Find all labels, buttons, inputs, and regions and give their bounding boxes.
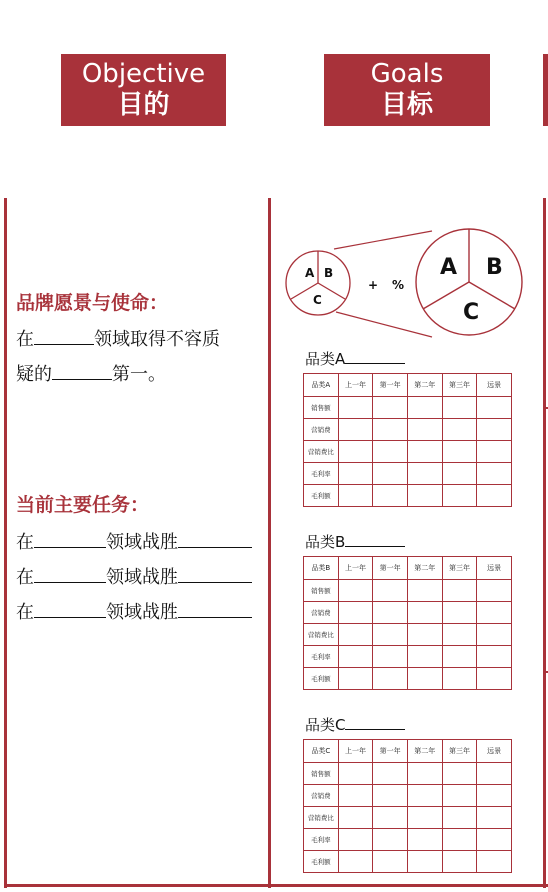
task-blank-field[interactable]	[34, 529, 106, 548]
input-cell[interactable]	[442, 441, 477, 463]
task-title: 当前主要任务：	[16, 494, 150, 516]
table-header-row	[304, 740, 512, 763]
input-cell[interactable]	[373, 785, 408, 807]
row-label: 营销费比	[304, 807, 339, 829]
task-row-pre: 在	[16, 567, 34, 588]
input-cell[interactable]	[373, 463, 408, 485]
input-cell[interactable]	[373, 624, 408, 646]
task-row-3	[16, 598, 252, 624]
header-cell: 第二年	[407, 740, 442, 763]
input-cell[interactable]	[442, 602, 477, 624]
input-cell[interactable]	[477, 668, 512, 690]
input-cell[interactable]	[442, 463, 477, 485]
input-cell[interactable]	[338, 485, 373, 507]
next-column-header-edge	[543, 54, 548, 126]
input-cell[interactable]	[477, 624, 512, 646]
category-a-label	[305, 348, 405, 369]
row-label: 营销费比	[304, 441, 339, 463]
category-b-blank[interactable]	[345, 532, 405, 547]
input-cell[interactable]	[477, 807, 512, 829]
connector-line-bottom	[336, 312, 432, 337]
vision-line1-post: 领域取得不容质	[94, 329, 220, 350]
task-blank-rival[interactable]	[178, 599, 252, 618]
row-label: 毛利额	[304, 485, 339, 507]
vision-blank-1[interactable]	[34, 326, 94, 345]
task-row-2	[16, 563, 252, 589]
input-cell[interactable]	[477, 602, 512, 624]
category-b-name: 品类B	[305, 533, 346, 551]
input-cell[interactable]	[442, 646, 477, 668]
task-row-mid: 领域战胜	[106, 532, 178, 553]
category-c-label	[305, 714, 405, 735]
task-blank-rival[interactable]	[178, 529, 252, 548]
header-cell: 第一年	[373, 557, 408, 580]
task-row-1	[16, 528, 252, 554]
category-c-blank[interactable]	[345, 715, 405, 730]
table-row	[304, 580, 512, 602]
header-cell: 第三年	[442, 557, 477, 580]
input-cell[interactable]	[373, 646, 408, 668]
goals-header-cn: 目标	[380, 90, 433, 120]
input-cell[interactable]	[442, 668, 477, 690]
vision-line-1	[16, 325, 220, 351]
row-label: 营销费比	[304, 624, 339, 646]
category-b-table	[303, 556, 512, 690]
table-row	[304, 463, 512, 485]
bottom-border	[4, 884, 548, 887]
task-blank-field[interactable]	[34, 564, 106, 583]
goals-header	[324, 54, 490, 126]
input-cell[interactable]	[407, 580, 442, 602]
input-cell[interactable]	[338, 580, 373, 602]
task-row-pre: 在	[16, 532, 34, 553]
input-cell[interactable]	[373, 485, 408, 507]
header-cell: 远景	[477, 374, 512, 397]
input-cell[interactable]	[338, 602, 373, 624]
objective-header	[61, 54, 226, 126]
input-cell[interactable]	[477, 485, 512, 507]
input-cell[interactable]	[407, 646, 442, 668]
input-cell[interactable]	[442, 763, 477, 785]
input-cell[interactable]	[338, 646, 373, 668]
input-cell[interactable]	[442, 580, 477, 602]
category-b-label	[305, 531, 405, 552]
input-cell[interactable]	[477, 441, 512, 463]
input-cell[interactable]	[442, 485, 477, 507]
input-cell[interactable]	[407, 602, 442, 624]
input-cell[interactable]	[477, 419, 512, 441]
row-label: 毛利额	[304, 851, 339, 873]
input-cell[interactable]	[442, 419, 477, 441]
header-cell: 品类C	[304, 740, 339, 763]
input-cell[interactable]	[477, 829, 512, 851]
input-cell[interactable]	[407, 397, 442, 419]
header-cell: 上一年	[338, 374, 373, 397]
input-cell[interactable]	[373, 851, 408, 873]
objective-header-en: Objective	[81, 59, 206, 89]
input-cell[interactable]	[407, 829, 442, 851]
header-cell: 第一年	[373, 374, 408, 397]
input-cell[interactable]	[407, 763, 442, 785]
input-cell[interactable]	[477, 580, 512, 602]
input-cell[interactable]	[442, 624, 477, 646]
header-cell: 远景	[477, 740, 512, 763]
input-cell[interactable]	[407, 485, 442, 507]
input-cell[interactable]	[442, 829, 477, 851]
goals-header-en: Goals	[370, 59, 444, 89]
header-cell: 上一年	[338, 557, 373, 580]
task-row-mid: 领域战胜	[106, 602, 178, 623]
input-cell[interactable]	[373, 580, 408, 602]
input-cell[interactable]	[477, 463, 512, 485]
row-label: 毛利额	[304, 668, 339, 690]
table-header-row	[304, 557, 512, 580]
input-cell[interactable]	[373, 668, 408, 690]
task-row-pre: 在	[16, 602, 34, 623]
input-cell[interactable]	[338, 851, 373, 873]
small-pie-label-b: B	[324, 266, 334, 280]
input-cell[interactable]	[442, 807, 477, 829]
input-cell[interactable]	[407, 668, 442, 690]
table-row	[304, 763, 512, 785]
input-cell[interactable]	[338, 624, 373, 646]
input-cell[interactable]	[442, 785, 477, 807]
header-cell: 第三年	[442, 374, 477, 397]
input-cell[interactable]	[407, 851, 442, 873]
table-row	[304, 624, 512, 646]
objective-header-cn: 目的	[117, 90, 170, 120]
input-cell[interactable]	[477, 646, 512, 668]
input-cell[interactable]	[338, 463, 373, 485]
header-cell: 第二年	[407, 374, 442, 397]
table-row	[304, 851, 512, 873]
input-cell[interactable]	[477, 763, 512, 785]
row-label: 营销费	[304, 785, 339, 807]
input-cell[interactable]	[373, 419, 408, 441]
table-row	[304, 829, 512, 851]
row-label: 毛利率	[304, 646, 339, 668]
input-cell[interactable]	[407, 441, 442, 463]
table-header-row	[304, 374, 512, 397]
input-cell[interactable]	[338, 785, 373, 807]
vision-title: 品牌愿景与使命：	[16, 292, 169, 314]
category-c-name: 品类C	[305, 716, 346, 734]
category-a-table	[303, 373, 512, 507]
input-cell[interactable]	[338, 397, 373, 419]
input-cell[interactable]	[338, 441, 373, 463]
input-cell[interactable]	[407, 807, 442, 829]
input-cell[interactable]	[338, 829, 373, 851]
header-cell: 第一年	[373, 740, 408, 763]
category-a-name: 品类A	[305, 350, 346, 368]
header-cell: 品类B	[304, 557, 339, 580]
input-cell[interactable]	[407, 419, 442, 441]
category-c-table	[303, 739, 512, 873]
table-row	[304, 668, 512, 690]
table-row	[304, 785, 512, 807]
percent-sign: %	[392, 278, 405, 292]
table-row	[304, 397, 512, 419]
task-row-mid: 领域战胜	[106, 567, 178, 588]
row-label: 销售额	[304, 763, 339, 785]
table-row	[304, 441, 512, 463]
column-divider	[268, 198, 271, 888]
vision-blank-2[interactable]	[52, 361, 112, 380]
input-cell[interactable]	[338, 419, 373, 441]
header-cell: 第三年	[442, 740, 477, 763]
row-label: 销售额	[304, 397, 339, 419]
vision-line2-pre: 疑的	[16, 364, 52, 385]
input-cell[interactable]	[442, 397, 477, 419]
input-cell[interactable]	[373, 397, 408, 419]
task-blank-rival[interactable]	[178, 564, 252, 583]
row-label: 毛利率	[304, 829, 339, 851]
input-cell[interactable]	[477, 397, 512, 419]
left-border	[4, 198, 7, 888]
row-label: 毛利率	[304, 463, 339, 485]
input-cell[interactable]	[373, 807, 408, 829]
input-cell[interactable]	[338, 668, 373, 690]
row-label: 营销费	[304, 419, 339, 441]
right-edge-tick-1	[543, 407, 548, 409]
large-pie-label-c: C	[463, 300, 480, 325]
large-pie-label-b: B	[486, 255, 503, 280]
row-label: 营销费	[304, 602, 339, 624]
small-pie-label-a: A	[305, 266, 315, 280]
vision-line2-post: 第一。	[112, 364, 166, 385]
input-cell[interactable]	[407, 463, 442, 485]
connector-line-top	[334, 231, 432, 249]
header-cell: 远景	[477, 557, 512, 580]
header-cell: 品类A	[304, 374, 339, 397]
input-cell[interactable]	[477, 785, 512, 807]
header-cell: 上一年	[338, 740, 373, 763]
pie-diagram	[280, 222, 525, 342]
vision-line1-pre: 在	[16, 329, 34, 350]
right-border	[543, 198, 546, 888]
header-cell: 第二年	[407, 557, 442, 580]
small-pie-label-c: C	[313, 293, 322, 307]
category-a-blank[interactable]	[345, 349, 405, 364]
input-cell[interactable]	[373, 602, 408, 624]
right-edge-tick-2	[543, 671, 548, 673]
row-label: 销售额	[304, 580, 339, 602]
input-cell[interactable]	[338, 763, 373, 785]
table-row	[304, 807, 512, 829]
task-blank-field[interactable]	[34, 599, 106, 618]
table-row	[304, 646, 512, 668]
input-cell[interactable]	[373, 763, 408, 785]
table-row	[304, 419, 512, 441]
input-cell[interactable]	[373, 441, 408, 463]
small-pie-divider	[318, 283, 345, 299]
large-pie-label-a: A	[440, 255, 458, 280]
input-cell[interactable]	[407, 785, 442, 807]
input-cell[interactable]	[477, 851, 512, 873]
table-row	[304, 485, 512, 507]
vision-line-2	[16, 360, 166, 386]
plus-sign: +	[368, 278, 379, 292]
input-cell[interactable]	[407, 624, 442, 646]
input-cell[interactable]	[442, 851, 477, 873]
input-cell[interactable]	[373, 829, 408, 851]
input-cell[interactable]	[338, 807, 373, 829]
table-row	[304, 602, 512, 624]
